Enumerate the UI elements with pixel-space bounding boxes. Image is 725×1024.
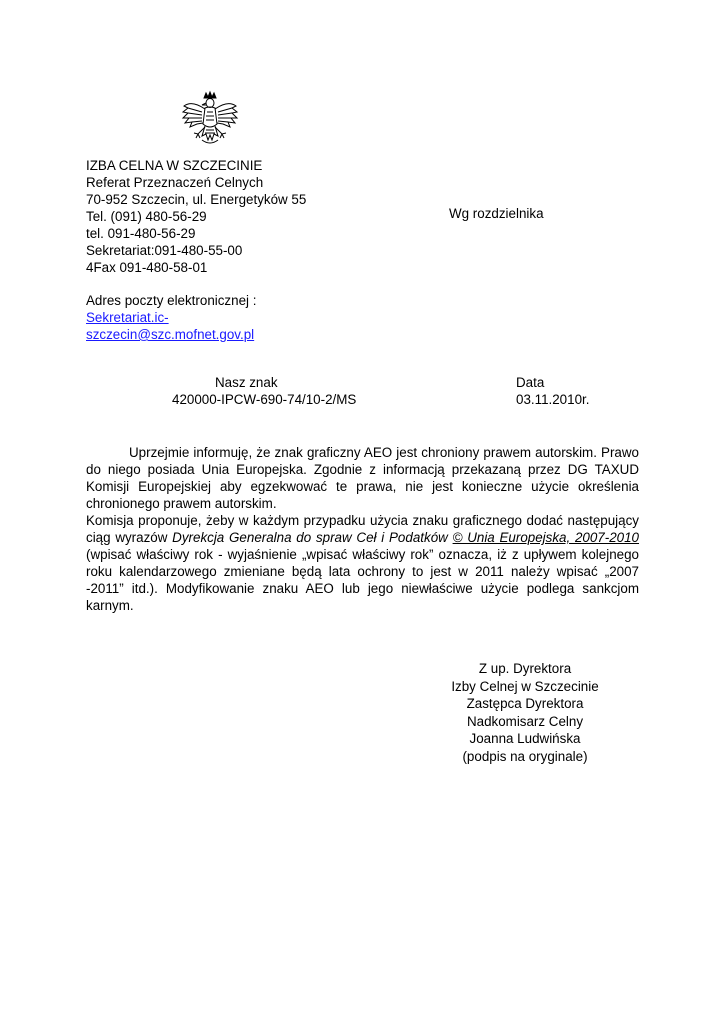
sender-department: Referat Przeznaczeń Celnych: [86, 175, 264, 190]
signature-block: [430, 660, 620, 765]
signature-line-2: Izby Celnej w Szczecinie: [451, 678, 599, 694]
signature-line-3: Zastępca Dyrektora: [466, 696, 584, 711]
body-p2-end: (wpisać właściwy rok - wyjaśnienie „wpisać właściwy rok” oznacza, iż z upływem kolejnego roku kalendarzowego zmieniane będą lata ochrony to jest w 2011 należy wpisać „2007 -2011” itd.). Modyfikowanie znaku AEO lub jego niewłaściwe użycie podlega sankcjom karnym.: [86, 547, 639, 613]
body-p2-italic-text: Dyrekcja Generalna do spraw Ceł i Podatków: [172, 530, 453, 545]
eagle-emblem-icon: [180, 90, 240, 152]
email-label: Adres poczty elektronicznej :: [86, 293, 257, 308]
sender-fax: 4Fax 091-480-58-01: [86, 260, 208, 275]
letter-body: [86, 444, 639, 614]
email-block: [86, 292, 256, 343]
sender-address-block: [86, 157, 306, 276]
sender-office-name: IZBA CELNA W SZCZECINIE: [86, 158, 263, 173]
sender-secretariat-phone: Sekretariat:091-480-55-00: [86, 243, 243, 258]
body-p2-copyright: © Unia Europejska, 2007-2010: [452, 530, 640, 545]
body-p2-start: Komisja proponuje, żeby w każdym przypadku użycia znaku graficznego dodać następujący ciąg wyrazów: [86, 513, 639, 545]
signature-line-1: Z up. Dyrektora: [478, 661, 572, 676]
date-label: Data: [516, 375, 545, 390]
reference-number: 420000-IPCW-690-74/10-2/MS: [172, 392, 357, 407]
recipient: Wg rozdzielnika: [449, 206, 544, 221]
sender-phone-alt: tel. 091-480-56-29: [86, 226, 196, 241]
body-p2-italic: [172, 530, 639, 545]
date-block: [516, 374, 589, 408]
body-paragraph-2: [86, 512, 639, 614]
signature-line-4: Nadkomisarz Celny: [466, 713, 584, 729]
sender-phone: Tel. (091) 480-56-29: [86, 209, 207, 224]
date-value: 03.11.2010r.: [516, 392, 590, 407]
email-link-part2[interactable]: szczecin@szc.mofnet.gov.pl: [86, 327, 255, 342]
reference-block: [172, 374, 382, 408]
signature-line-6: (podpis na oryginale): [462, 748, 588, 764]
email-link-part1[interactable]: Sekretariat.ic-: [86, 310, 169, 325]
sender-street-address: 70-952 Szczecin, ul. Energetyków 55: [86, 192, 307, 207]
signature-line-5: Joanna Ludwińska: [469, 731, 581, 746]
reference-label: Nasz znak: [215, 375, 278, 390]
body-paragraph-1: Uprzejmie informuję, że znak graficzny AEO jest chroniony prawem autorskim. Prawo do niego posiada Unia Europejska. Zgodnie z informacją przekazaną przez DG TAXUD Komisji Europejskiej aby egzekwować te prawa, nie jest konieczne użycie określenia chronionego prawem autorskim.: [86, 445, 639, 511]
